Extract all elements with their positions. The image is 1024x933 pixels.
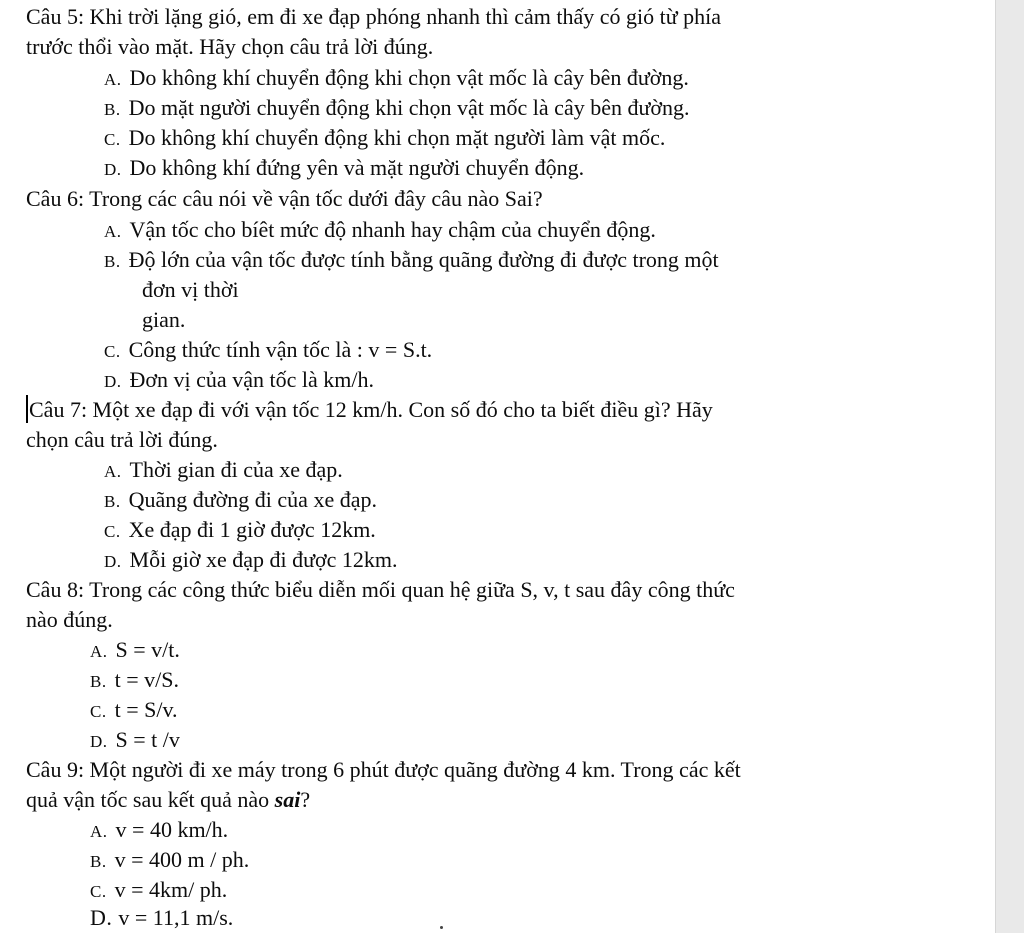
question-7-option-d bbox=[104, 547, 398, 575]
option-label: A. bbox=[90, 642, 108, 661]
question-6-stem-line-1: Câu 6: Trong các câu nói về vận tốc dưới đây câu nào Sai? bbox=[26, 186, 543, 211]
option-text: Do không khí đứng yên và mặt người chuyển động. bbox=[129, 155, 585, 180]
question-6-option-c bbox=[104, 337, 432, 365]
option-label: B. bbox=[90, 672, 107, 691]
question-8-option-a bbox=[90, 637, 180, 665]
stem-text: quả vận tốc sau kết quả nào bbox=[26, 787, 275, 812]
question-7-stem-line-2: chọn câu trả lời đúng. bbox=[26, 427, 218, 452]
option-text: Do không khí chuyển động khi chọn vật mốc là cây bên đường. bbox=[129, 65, 689, 90]
question-8-option-b bbox=[90, 667, 179, 695]
question-6-option-b-continuation-1: đơn vị thời bbox=[142, 277, 239, 302]
option-text: Thời gian đi của xe đạp. bbox=[129, 457, 343, 482]
option-label: A. bbox=[104, 70, 122, 89]
option-text: Do mặt người chuyển động khi chọn vật mốc là cây bên đường. bbox=[128, 95, 690, 120]
option-label: D. bbox=[90, 905, 113, 930]
option-text: Quãng đường đi của xe đạp. bbox=[128, 487, 377, 512]
question-9-option-b bbox=[90, 847, 249, 875]
question-5-option-c bbox=[104, 125, 665, 153]
question-5-option-b bbox=[104, 95, 690, 123]
text-cursor bbox=[26, 395, 28, 423]
question-5-stem-line-1: Câu 5: Khi trời lặng gió, em đi xe đạp phóng nhanh thì cảm thấy có gió từ phía bbox=[26, 4, 722, 29]
question-5-stem-line-2: trước thổi vào mặt. Hãy chọn câu trả lời đúng. bbox=[26, 34, 434, 59]
option-text: S = t /v bbox=[115, 727, 180, 752]
option-label: C. bbox=[104, 130, 121, 149]
page-edge-margin bbox=[995, 0, 1024, 933]
option-text: Đơn vị của vận tốc là km/h. bbox=[129, 367, 374, 392]
question-9-option-c bbox=[90, 877, 227, 905]
option-label: C. bbox=[104, 522, 121, 541]
option-label: B. bbox=[104, 100, 121, 119]
option-text: v = 400 m / ph. bbox=[114, 847, 250, 872]
option-text: v = 40 km/h. bbox=[115, 817, 229, 842]
scan-speck bbox=[440, 926, 443, 929]
question-6-option-d bbox=[104, 367, 374, 395]
option-text: Công thức tính vận tốc là : v = S.t. bbox=[128, 337, 433, 362]
option-label: C. bbox=[90, 882, 107, 901]
question-6-option-b-continuation-2: gian. bbox=[142, 307, 186, 332]
option-label: B. bbox=[90, 852, 107, 871]
option-text: Vận tốc cho bíêt mức độ nhanh hay chậm của chuyển động. bbox=[129, 217, 656, 242]
option-label: D. bbox=[104, 552, 122, 571]
stem-tail: ? bbox=[300, 787, 311, 812]
option-text: t = S/v. bbox=[114, 697, 178, 722]
question-9-stem-line-2 bbox=[26, 787, 310, 813]
question-8-stem-line-2: nào đúng. bbox=[26, 607, 113, 632]
option-label: A. bbox=[104, 462, 122, 481]
option-label: C. bbox=[104, 342, 121, 361]
question-9-option-d bbox=[90, 905, 233, 931]
question-5-option-d bbox=[104, 155, 584, 183]
question-5-option-a bbox=[104, 65, 689, 93]
option-label: D. bbox=[104, 160, 122, 179]
option-label: C. bbox=[90, 702, 107, 721]
question-8-option-d bbox=[90, 727, 180, 755]
option-text: Xe đạp đi 1 giờ được 12km. bbox=[128, 517, 376, 542]
option-label: A. bbox=[90, 822, 108, 841]
option-label: A. bbox=[104, 222, 122, 241]
option-label: B. bbox=[104, 492, 121, 511]
option-label: D. bbox=[104, 372, 122, 391]
option-label: D. bbox=[90, 732, 108, 751]
option-text: v = 11,1 m/s. bbox=[118, 905, 234, 930]
question-9-option-a bbox=[90, 817, 228, 845]
question-7-option-c bbox=[104, 517, 376, 545]
question-8-option-c bbox=[90, 697, 178, 725]
option-text: Do không khí chuyển động khi chọn mặt người làm vật mốc. bbox=[128, 125, 666, 150]
question-7-stem-line-1: Câu 7: Một xe đạp đi với vận tốc 12 km/h. Con số đó cho ta biết điều gì? Hãy bbox=[29, 397, 713, 422]
question-7-option-a bbox=[104, 457, 343, 485]
option-label: B. bbox=[104, 252, 121, 271]
question-6-option-a bbox=[104, 217, 656, 245]
option-text: v = 4km/ ph. bbox=[114, 877, 228, 902]
question-9-stem-line-1: Câu 9: Một người đi xe máy trong 6 phút được quãng đường 4 km. Trong các kết bbox=[26, 757, 741, 782]
option-text: S = v/t. bbox=[115, 637, 180, 662]
option-text: t = v/S. bbox=[114, 667, 179, 692]
option-text: Độ lớn của vận tốc được tính bằng quãng đường đi được trong một bbox=[128, 247, 719, 272]
question-6-option-b bbox=[104, 247, 719, 275]
stem-emphasis: sai bbox=[274, 787, 301, 812]
question-7-option-b bbox=[104, 487, 377, 515]
option-text: Mỗi giờ xe đạp đi được 12km. bbox=[129, 547, 398, 572]
question-8-stem-line-1: Câu 8: Trong các công thức biểu diễn mối quan hệ giữa S, v, t sau đây công thức bbox=[26, 577, 735, 602]
